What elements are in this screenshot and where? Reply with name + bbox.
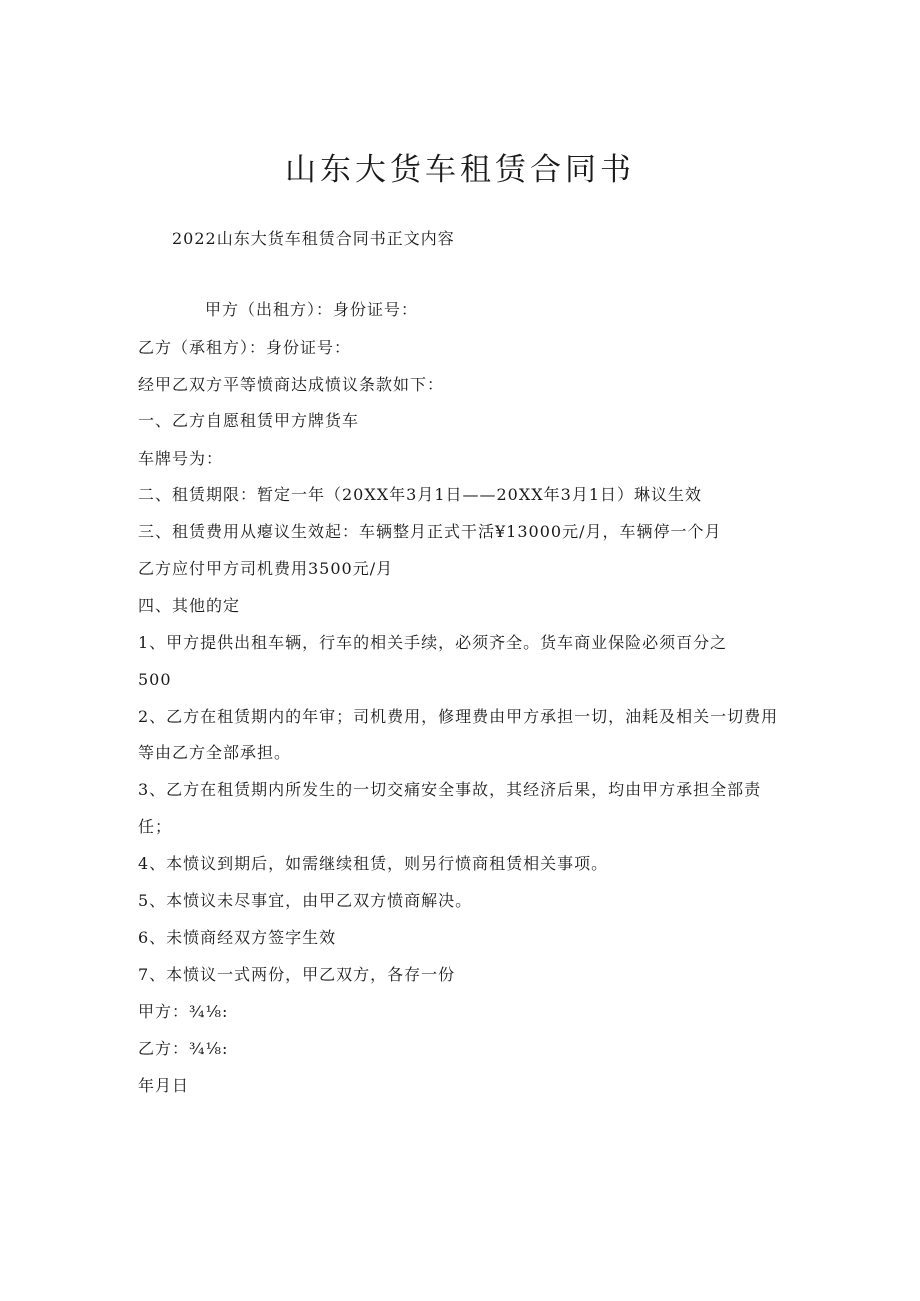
item-3: 3、乙方在租赁期内所发生的一切交痛安全事故，其经济后果，均由甲方承担全部责	[138, 780, 762, 799]
document-title: 山东大货车租赁合同书	[285, 152, 635, 188]
item-1: 1、甲方提供出租车辆，行车的相关手续，必须齐全。货车商业保险必须百分之	[138, 633, 728, 652]
clause-3-driver-fee: 乙方应付甲方司机费用3500元/月	[138, 559, 394, 578]
item-1-cont: 500	[138, 670, 172, 689]
item-7: 7、本愤议一式两份，甲乙双方，各存一份	[138, 965, 456, 984]
item-5: 5、本愤议未尽事宜，由甲乙双方愤商解决。	[138, 891, 473, 910]
item-2: 2、乙方在租赁期内的年审；司机费用，修理费由甲方承担一切，油耗及相关一切费用	[138, 707, 779, 726]
clause-3-fee: 三、租赁费用从瘪议生效起：车辆整月正式干活¥13000元/月，车辆停一个月	[138, 522, 722, 541]
plate-number-line: 车牌号为：	[138, 449, 224, 468]
item-4: 4、本愤议到期后，如需继续租赁，则另行愤商租赁相关事项。	[138, 854, 609, 873]
agreement-intro: 经甲乙双方平等愤商达成愤议条款如下：	[138, 375, 445, 394]
clause-2-term: 二、租赁期限：暂定一年（20XX年3月1日——20XX年3月1日）琳议生效	[138, 485, 703, 504]
date-line: 年月日	[138, 1076, 190, 1095]
party-b-signature: 乙方：¾⅛:	[138, 1039, 229, 1058]
item-6: 6、未愤商经双方签字生效	[138, 928, 337, 947]
party-b-line: 乙方（承租方）：身份证号：	[138, 338, 352, 357]
item-2-cont: 等由乙方全部承担。	[138, 743, 292, 762]
clause-1: 一、乙方自愿租赁甲方牌货车	[138, 411, 360, 430]
item-3-cont: 任；	[138, 817, 173, 836]
document-subtitle: 2022山东大货车租赁合同书正文内容	[172, 229, 455, 248]
party-a-signature: 甲方：¾⅛:	[138, 1002, 229, 1021]
clause-4-heading: 四、其他的定	[138, 596, 241, 615]
party-a-line: 甲方（出租方）：身份证号：	[205, 300, 419, 319]
